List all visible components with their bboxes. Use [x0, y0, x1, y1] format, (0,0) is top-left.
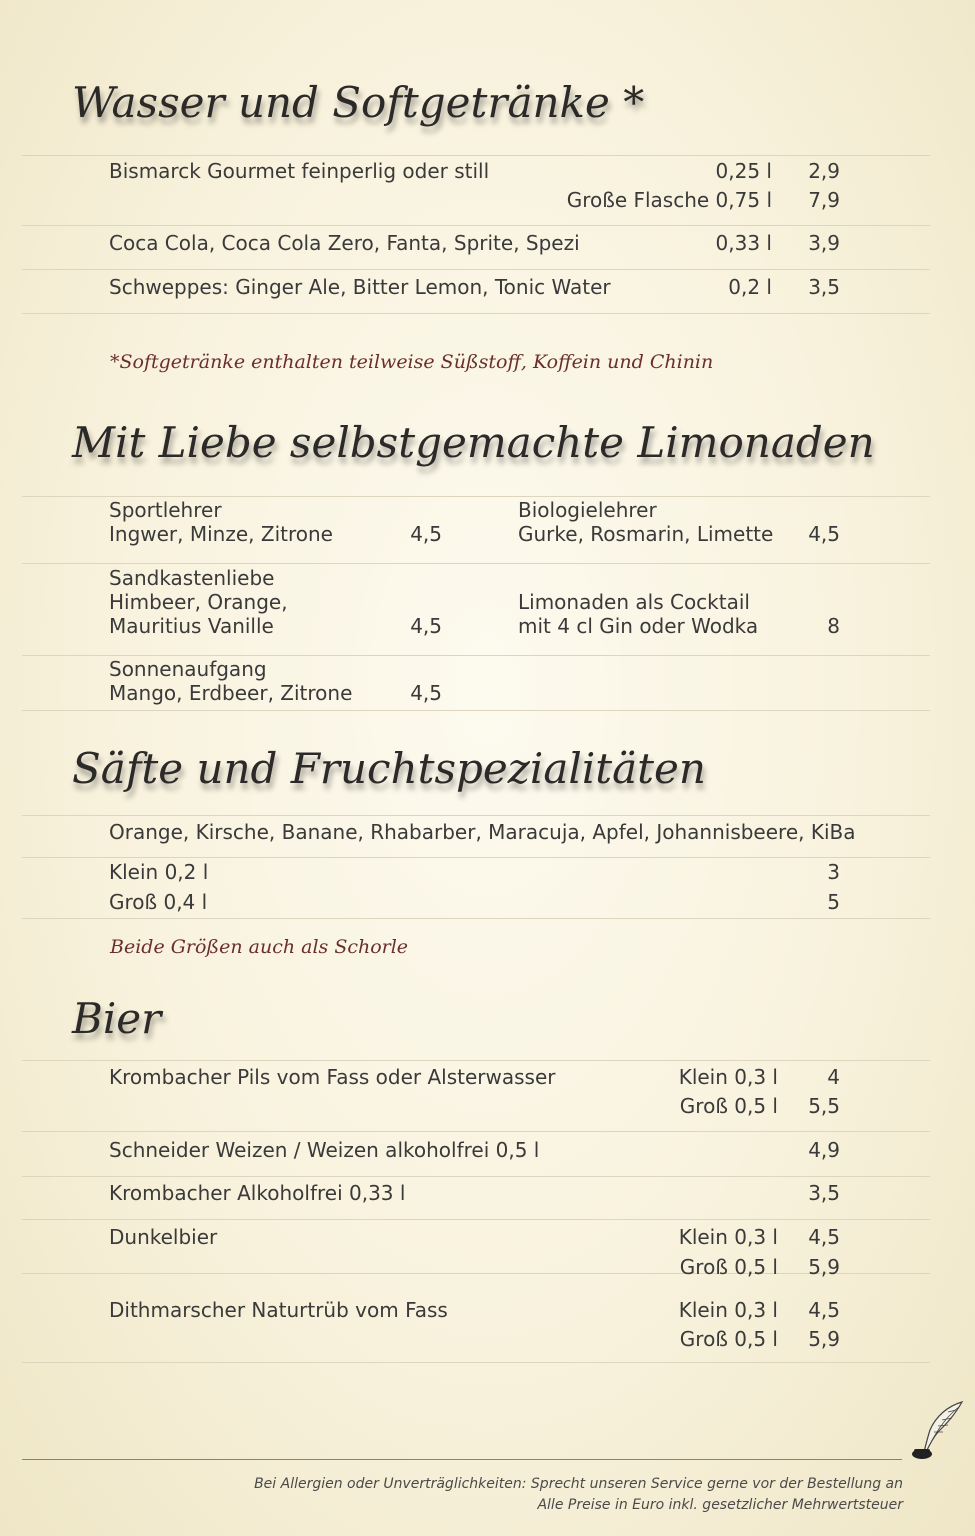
item-price: 3: [827, 860, 840, 884]
item-price: 3,5: [808, 275, 840, 299]
item-name: Krombacher Alkoholfrei 0,33 l: [109, 1181, 406, 1205]
lemonade-name: Sportlehrer: [109, 498, 222, 522]
rule: [22, 155, 930, 156]
lemonade-name: Sandkastenliebe: [109, 566, 275, 590]
item-price: 5,9: [808, 1255, 840, 1279]
section-title-bier: Bier: [72, 994, 162, 1043]
rule: [22, 918, 930, 919]
section-note: Beide Größen auch als Schorle: [110, 936, 409, 958]
item-size: Groß 0,5 l: [679, 1094, 778, 1118]
rule: [22, 1362, 930, 1363]
size-label: Groß 0,4 l: [109, 890, 208, 914]
rule: [22, 1131, 930, 1132]
item-name: Dithmarscher Naturtrüb vom Fass: [109, 1298, 448, 1322]
rule: [22, 269, 930, 270]
item-name: Bismarck Gourmet feinperlig oder still: [109, 159, 490, 183]
item-price: 4,5: [808, 1298, 840, 1322]
section-title-wasser: Wasser und Softgetränke *: [72, 78, 645, 127]
item-size: 0,25 l: [715, 159, 772, 183]
item-price: 8: [827, 614, 840, 638]
rule: [22, 313, 930, 314]
size-label: Klein 0,2 l: [109, 860, 209, 884]
rule: [22, 710, 930, 711]
rule: [22, 1060, 930, 1061]
lemonade-desc: Ingwer, Minze, Zitrone: [109, 522, 333, 546]
lemonade-desc: Mauritius Vanille: [109, 614, 274, 638]
item-name: Schneider Weizen / Weizen alkoholfrei 0,5 l: [109, 1138, 540, 1162]
item-size: 0,33 l: [715, 231, 772, 255]
item-price: 5: [827, 890, 840, 914]
item-price: 3,9: [808, 231, 840, 255]
lemonade-name: Biologielehrer: [518, 498, 657, 522]
rule: [22, 1219, 930, 1220]
item-size: Große Flasche 0,75 l: [566, 188, 772, 212]
rule: [22, 655, 930, 656]
section-title-limonaden: Mit Liebe selbstgemachte Limonaden: [72, 418, 875, 467]
item-name: Coca Cola, Coca Cola Zero, Fanta, Sprite, Spezi: [109, 231, 580, 255]
rule: [22, 563, 930, 564]
item-price: 4,5: [808, 1225, 840, 1249]
item-size: Groß 0,5 l: [679, 1255, 778, 1279]
item-size: Klein 0,3 l: [678, 1065, 778, 1089]
item-name: Dunkelbier: [109, 1225, 218, 1249]
footer-divider: [22, 1459, 902, 1460]
item-size: Groß 0,5 l: [679, 1327, 778, 1351]
section-note: *Softgetränke enthalten teilweise Süßstoff, Koffein und Chinin: [110, 351, 714, 373]
lemonade-name: Limonaden als Cocktail: [518, 590, 750, 614]
item-price: 4,5: [808, 522, 840, 546]
item-price: 4,5: [410, 681, 442, 705]
item-name: Krombacher Pils vom Fass oder Alsterwasser: [109, 1065, 556, 1089]
lemonade-desc: Himbeer, Orange,: [109, 590, 288, 614]
rule: [22, 815, 930, 816]
item-price: 2,9: [808, 159, 840, 183]
footer-price-note: Alle Preise in Euro inkl. gesetzlicher Mehrwertsteuer: [537, 1497, 903, 1513]
item-size: Klein 0,3 l: [678, 1225, 778, 1249]
quill-inkwell-icon: [908, 1400, 968, 1462]
juice-varieties: Orange, Kirsche, Banane, Rhabarber, Maracuja, Apfel, Johannisbeere, KiBa: [109, 820, 856, 844]
rule: [22, 225, 930, 226]
item-size: Klein 0,3 l: [678, 1298, 778, 1322]
item-name: Schweppes: Ginger Ale, Bitter Lemon, Tonic Water: [109, 275, 611, 299]
item-price: 4,5: [410, 614, 442, 638]
section-title-saefte: Säfte und Fruchtspezialitäten: [72, 744, 706, 793]
footer-allergy-note: Bei Allergien oder Unverträglichkeiten: Sprecht unseren Service gerne vor der Bestellung an: [254, 1476, 903, 1492]
lemonade-desc: Mango, Erdbeer, Zitrone: [109, 681, 353, 705]
lemonade-name: Sonnenaufgang: [109, 657, 267, 681]
rule: [22, 857, 930, 858]
item-price: 4: [827, 1065, 840, 1089]
item-price: 7,9: [808, 188, 840, 212]
item-price: 5,9: [808, 1327, 840, 1351]
lemonade-desc: Gurke, Rosmarin, Limette: [518, 522, 774, 546]
item-size: 0,2 l: [728, 275, 772, 299]
item-price: 3,5: [808, 1181, 840, 1205]
item-price: 4,5: [410, 522, 442, 546]
rule: [22, 1176, 930, 1177]
item-price: 4,9: [808, 1138, 840, 1162]
rule: [22, 496, 930, 497]
lemonade-desc: mit 4 cl Gin oder Wodka: [518, 614, 759, 638]
item-price: 5,5: [808, 1094, 840, 1118]
